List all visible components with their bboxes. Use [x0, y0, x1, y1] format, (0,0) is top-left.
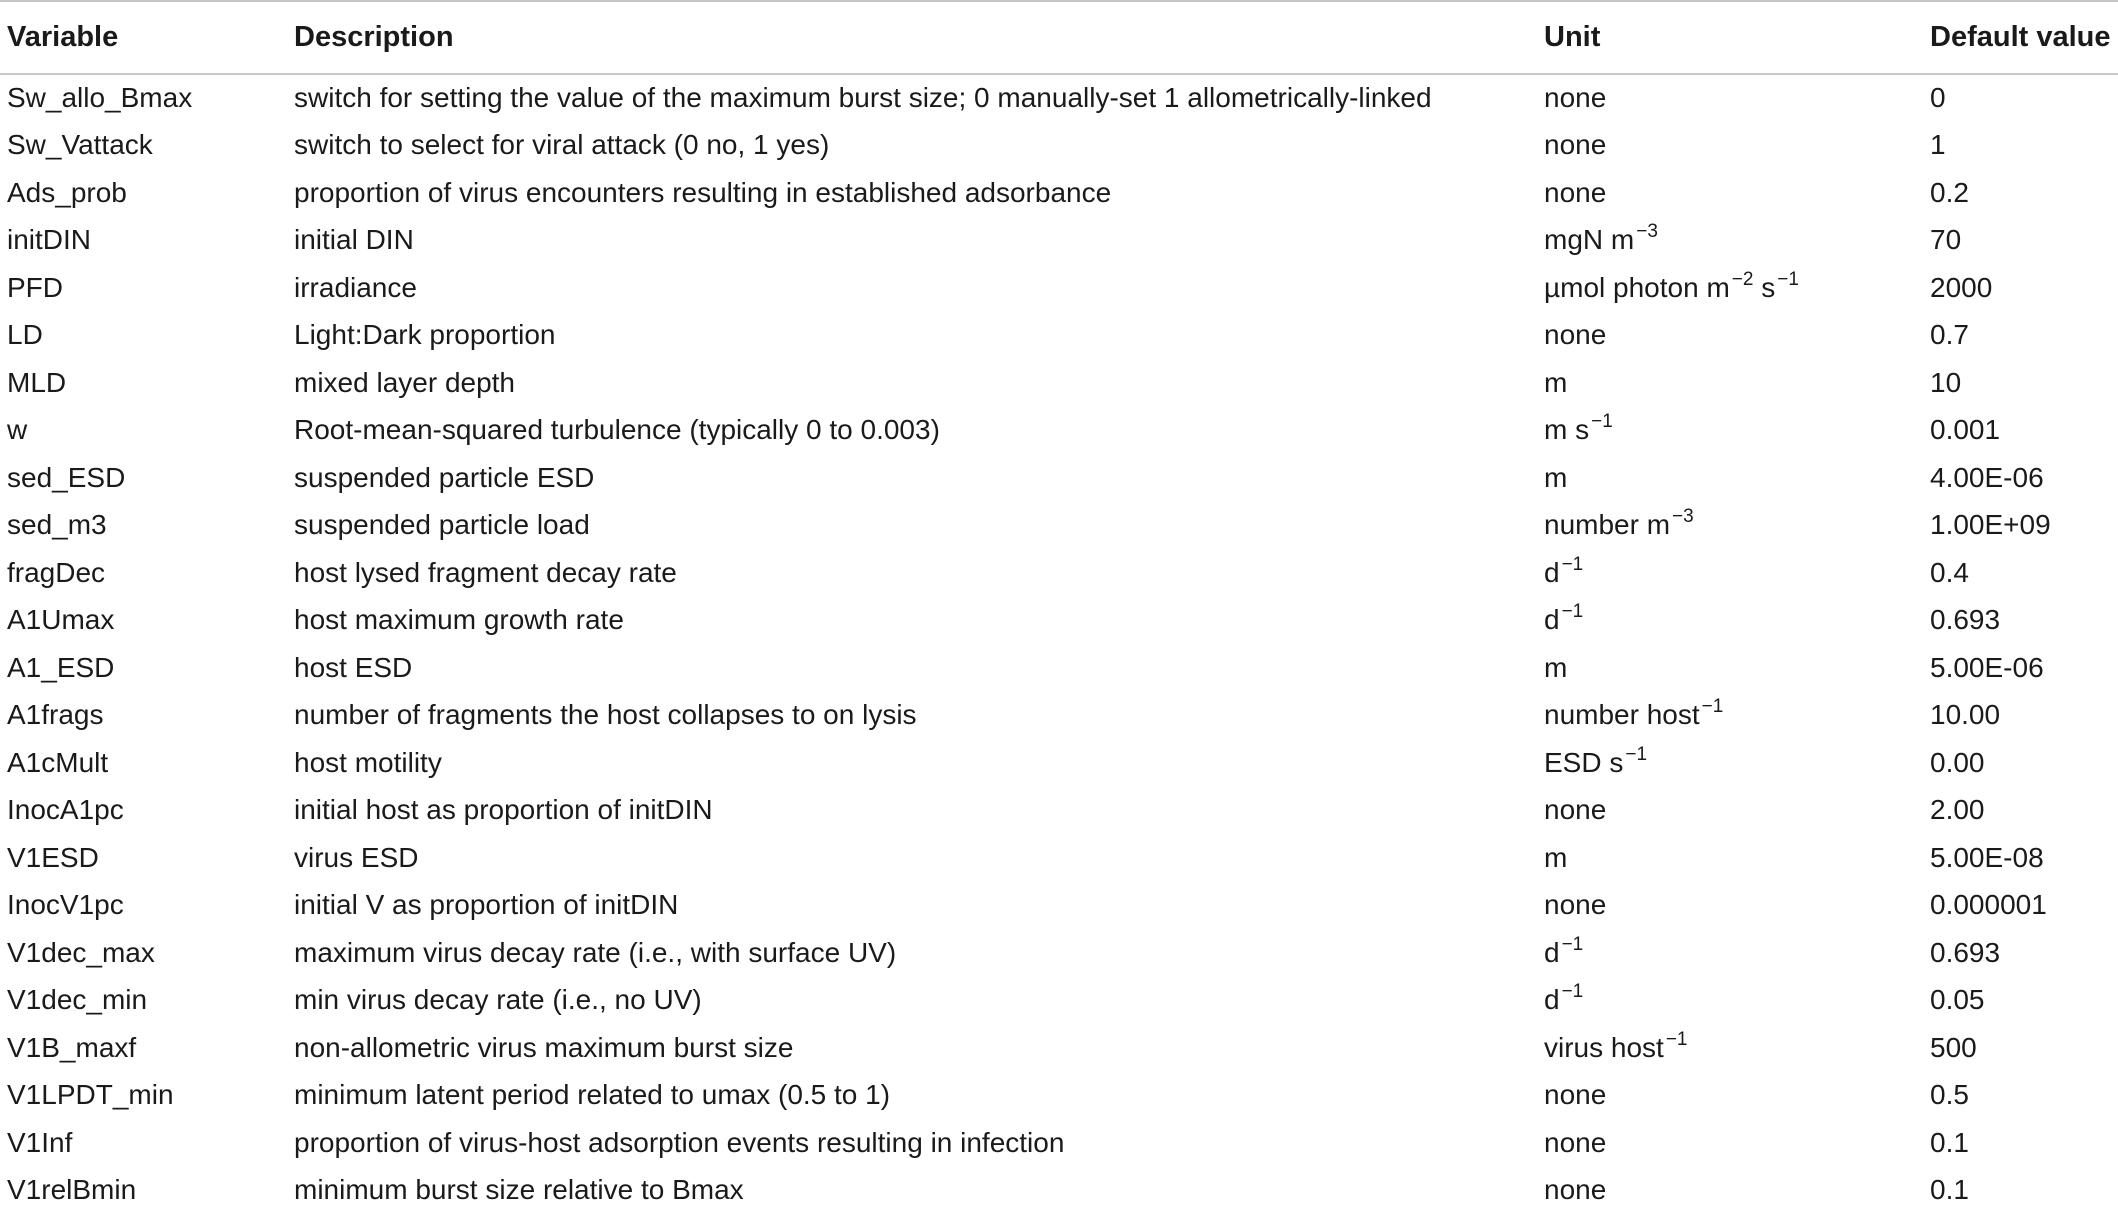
cell-description: suspended particle ESD	[294, 461, 595, 493]
cell-default-value: 0.001	[1930, 414, 2001, 446]
table-row	[0, 264, 2118, 312]
unit-exponent: −1	[1591, 411, 1613, 433]
cell-description: Root-mean-squared turbulence (typically 0 to 0.003)	[294, 414, 940, 446]
table-row	[0, 217, 2118, 265]
cell-unit	[1537, 1024, 1925, 1072]
unit-text: none	[1544, 176, 1607, 208]
unit-text: m s	[1544, 414, 1590, 446]
cell-unit	[1537, 692, 1925, 740]
cell-description: host maximum growth rate	[294, 604, 624, 636]
unit-text: ESD s	[1544, 746, 1624, 778]
cell-variable: Ads_prob	[7, 176, 127, 208]
unit-exponent: −2	[1731, 268, 1754, 290]
cell-description: host lysed fragment decay rate	[294, 556, 677, 588]
unit-text: m	[1544, 461, 1568, 493]
unit-exponent-secondary: −1	[1777, 268, 1799, 290]
unit-text: none	[1544, 1174, 1607, 1206]
unit-exponent: −3	[1672, 506, 1694, 528]
cell-unit	[1537, 787, 1925, 835]
cell-variable: V1dec_min	[7, 984, 148, 1016]
cell-variable: V1dec_max	[7, 936, 155, 968]
cell-variable: V1relBmin	[7, 1174, 137, 1206]
table-row	[0, 122, 2118, 170]
table-row	[0, 359, 2118, 407]
cell-unit	[1537, 549, 1925, 597]
cell-default-value: 0.4	[1930, 556, 1969, 588]
cell-default-value: 2000	[1930, 271, 1993, 303]
cell-default-value: 5.00E-06	[1930, 651, 2044, 683]
cell-variable: A1_ESD	[7, 651, 115, 683]
cell-default-value: 1.00E+09	[1930, 509, 2051, 541]
cell-variable: InocA1pc	[7, 794, 124, 826]
cell-unit	[1537, 169, 1925, 217]
unit-text: none	[1544, 1079, 1607, 1111]
table-row	[0, 169, 2118, 217]
cell-default-value: 0.05	[1930, 984, 1985, 1016]
table-row	[0, 407, 2118, 455]
cell-default-value: 0.1	[1930, 1126, 1969, 1158]
cell-default-value: 0.000001	[1930, 889, 2047, 921]
cell-unit	[1537, 217, 1925, 265]
cell-variable: A1Umax	[7, 604, 115, 636]
table-row	[0, 977, 2118, 1025]
unit-exponent: −1	[1561, 601, 1584, 623]
table-body	[0, 74, 2118, 1214]
table-row	[0, 1024, 2118, 1072]
cell-variable: fragDec	[7, 556, 106, 588]
unit-text: m	[1544, 366, 1568, 398]
unit-text: µmol photon m	[1544, 271, 1730, 303]
cell-description: number of fragments the host collapses to on lysis	[294, 699, 917, 731]
cell-default-value: 1	[1930, 129, 1946, 161]
unit-text: number host	[1544, 699, 1700, 731]
table-row	[0, 787, 2118, 835]
unit-text: none	[1544, 129, 1607, 161]
cell-description: proportion of virus-host adsorption events resulting in infection	[294, 1126, 1065, 1158]
unit-exponent: −1	[1665, 1028, 1688, 1050]
cell-description: host ESD	[294, 651, 413, 683]
unit-exponent: −1	[1561, 553, 1584, 575]
cell-variable: A1frags	[7, 699, 104, 731]
cell-unit	[1537, 739, 1925, 787]
cell-variable: LD	[7, 319, 43, 351]
cell-description: non-allometric virus maximum burst size	[294, 1031, 794, 1063]
cell-description: proportion of virus encounters resulting in established adsorbance	[294, 176, 1112, 208]
cell-default-value: 5.00E-08	[1930, 841, 2044, 873]
table-row	[0, 312, 2118, 360]
cell-description: maximum virus decay rate (i.e., with surface UV)	[294, 936, 897, 968]
unit-text: d	[1544, 604, 1560, 636]
cell-default-value: 0.5	[1930, 1079, 1969, 1111]
cell-variable: Sw_Vattack	[7, 129, 153, 161]
header-unit: Unit	[1537, 1, 1925, 74]
cell-default-value: 10.00	[1930, 699, 2001, 731]
cell-description: Light:Dark proportion	[294, 319, 556, 351]
cell-unit	[1537, 977, 1925, 1025]
unit-exponent: −1	[1701, 696, 1724, 718]
cell-description: switch to select for viral attack (0 no, 1 yes)	[294, 129, 830, 161]
cell-variable: w	[7, 414, 28, 446]
cell-unit	[1537, 1072, 1925, 1120]
cell-variable: A1cMult	[7, 746, 109, 778]
cell-variable: V1Inf	[7, 1126, 73, 1158]
cell-variable: InocV1pc	[7, 889, 124, 921]
unit-exponent: −1	[1625, 743, 1648, 765]
cell-default-value: 0.693	[1930, 936, 2001, 968]
unit-text: mgN m	[1544, 224, 1635, 256]
cell-variable: Sw_allo_Bmax	[7, 82, 193, 114]
cell-unit	[1537, 359, 1925, 407]
cell-unit	[1537, 264, 1925, 312]
table-row	[0, 929, 2118, 977]
cell-variable: V1ESD	[7, 841, 99, 873]
unit-text: virus host	[1544, 1031, 1664, 1063]
cell-variable: V1LPDT_min	[7, 1079, 174, 1111]
table-row	[0, 692, 2118, 740]
table-row	[0, 1167, 2118, 1215]
table-row	[0, 549, 2118, 597]
cell-default-value: 0.2	[1930, 176, 1969, 208]
cell-description: minimum latent period related to umax (0.5 to 1)	[294, 1079, 891, 1111]
cell-description: irradiance	[294, 271, 417, 303]
unit-text: number m	[1544, 509, 1671, 541]
cell-default-value: 0.693	[1930, 604, 2001, 636]
unit-text-secondary: s	[1753, 271, 1776, 303]
table-row	[0, 834, 2118, 882]
cell-description: minimum burst size relative to Bmax	[294, 1174, 744, 1206]
cell-unit	[1537, 1119, 1925, 1167]
header-description: Description	[289, 1, 1537, 74]
header-default-value: Default value	[1925, 1, 2118, 74]
cell-unit	[1537, 312, 1925, 360]
cell-default-value: 4.00E-06	[1930, 461, 2044, 493]
cell-description: initial DIN	[294, 224, 414, 256]
table-row	[0, 502, 2118, 550]
unit-text: m	[1544, 841, 1568, 873]
cell-unit	[1537, 597, 1925, 645]
unit-text: none	[1544, 319, 1607, 351]
unit-text: none	[1544, 889, 1607, 921]
unit-text: d	[1544, 984, 1560, 1016]
cell-description: suspended particle load	[294, 509, 590, 541]
table-row	[0, 739, 2118, 787]
unit-exponent: −1	[1561, 933, 1584, 955]
table-row	[0, 882, 2118, 930]
cell-default-value: 70	[1930, 224, 1962, 256]
cell-default-value: 0.7	[1930, 319, 1969, 351]
cell-default-value: 0	[1930, 82, 1946, 114]
unit-text: none	[1544, 82, 1607, 114]
cell-variable: initDIN	[7, 224, 92, 256]
cell-variable: MLD	[7, 366, 67, 398]
cell-unit	[1537, 407, 1925, 455]
unit-text: m	[1544, 651, 1568, 683]
cell-unit	[1537, 502, 1925, 550]
cell-default-value: 10	[1930, 366, 1962, 398]
cell-default-value: 500	[1930, 1031, 1977, 1063]
table-row	[0, 1119, 2118, 1167]
cell-variable: sed_ESD	[7, 461, 126, 493]
cell-unit	[1537, 1167, 1925, 1215]
header-row	[0, 1, 2118, 74]
cell-description: initial V as proportion of initDIN	[294, 889, 679, 921]
table-row	[0, 644, 2118, 692]
unit-text: none	[1544, 794, 1607, 826]
cell-description: mixed layer depth	[294, 366, 516, 398]
cell-unit	[1537, 122, 1925, 170]
cell-unit	[1537, 74, 1925, 122]
cell-default-value: 2.00	[1930, 794, 1985, 826]
table-header	[0, 1, 2118, 74]
unit-text: d	[1544, 936, 1560, 968]
table-row	[0, 454, 2118, 502]
unit-exponent: −1	[1561, 981, 1584, 1003]
cell-description: virus ESD	[294, 841, 419, 873]
table-row	[0, 1072, 2118, 1120]
cell-variable: PFD	[7, 271, 63, 303]
cell-description: host motility	[294, 746, 442, 778]
header-variable: Variable	[0, 1, 289, 74]
cell-variable: sed_m3	[7, 509, 107, 541]
cell-description: initial host as proportion of initDIN	[294, 794, 713, 826]
cell-default-value: 0.1	[1930, 1174, 1969, 1206]
cell-description: switch for setting the value of the maximum burst size; 0 manually-set 1 allometrically-linked	[294, 82, 1432, 114]
cell-description: min virus decay rate (i.e., no UV)	[294, 984, 702, 1016]
cell-unit	[1537, 929, 1925, 977]
cell-default-value: 0.00	[1930, 746, 1985, 778]
cell-unit	[1537, 454, 1925, 502]
unit-exponent: −3	[1636, 221, 1658, 243]
table-row	[0, 74, 2118, 122]
cell-unit	[1537, 834, 1925, 882]
cell-unit	[1537, 644, 1925, 692]
cell-unit	[1537, 882, 1925, 930]
cell-variable: V1B_maxf	[7, 1031, 137, 1063]
unit-text: none	[1544, 1126, 1607, 1158]
unit-text: d	[1544, 556, 1560, 588]
table-row	[0, 597, 2118, 645]
